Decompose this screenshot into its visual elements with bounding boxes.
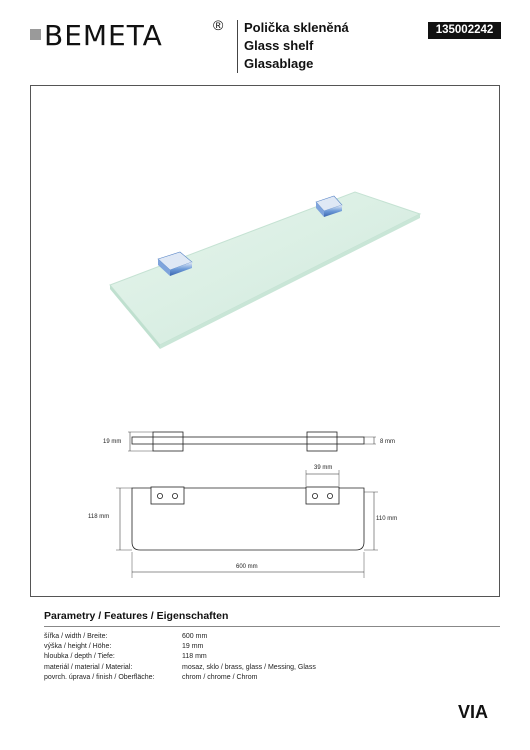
side-bracket-right <box>307 432 337 451</box>
dim-depth-glass: 110 mm <box>376 516 398 522</box>
brand-name: BEMETA <box>44 19 163 52</box>
top-bracket-left <box>151 487 184 504</box>
param-value: mosaz, sklo / brass, glass / Messing, Glass <box>182 663 316 671</box>
dim-depth-total: 118 mm <box>88 514 110 520</box>
title-german: Glasablage <box>244 56 314 71</box>
model-name: VIA <box>458 702 489 722</box>
params-heading: Parametry / Features / Eigenschaften <box>44 610 229 622</box>
title-english: Glass shelf <box>244 38 314 53</box>
registered-mark: ® <box>213 17 224 33</box>
param-row <box>44 642 316 652</box>
dim-glass-thickness: 8 mm <box>380 439 395 445</box>
param-label: povrch. úprava / finish / Oberfläche: <box>44 673 155 681</box>
param-label: výška / height / Höhe: <box>44 643 112 651</box>
dim-width: 600 mm <box>236 564 258 570</box>
top-bracket-right <box>306 487 339 504</box>
param-label: materiál / material / Material: <box>44 663 133 671</box>
title-czech: Polička skleněná <box>244 20 349 35</box>
param-value: chrom / chrome / Chrom <box>182 673 258 681</box>
side-glass <box>132 437 364 444</box>
param-value: 19 mm <box>182 643 204 651</box>
shelf-render <box>110 192 420 349</box>
params-divider <box>44 626 500 627</box>
side-view <box>128 432 376 451</box>
param-row <box>44 663 316 673</box>
param-row <box>44 673 316 683</box>
param-row <box>44 652 316 662</box>
dim-height-total: 19 mm <box>103 439 122 445</box>
dim-bracket-width: 39 mm <box>314 465 333 471</box>
param-value: 600 mm <box>182 633 208 640</box>
top-view <box>116 470 378 578</box>
params-table <box>44 632 316 683</box>
product-code-badge: 135002242 <box>428 22 501 39</box>
glass-shelf-top <box>110 192 420 345</box>
side-bracket-left <box>153 432 183 451</box>
param-label: šířka / width / Breite: <box>44 633 108 640</box>
param-label: hloubka / depth / Tiefe: <box>44 653 115 661</box>
param-value: 118 mm <box>182 653 207 661</box>
param-row <box>44 632 316 642</box>
